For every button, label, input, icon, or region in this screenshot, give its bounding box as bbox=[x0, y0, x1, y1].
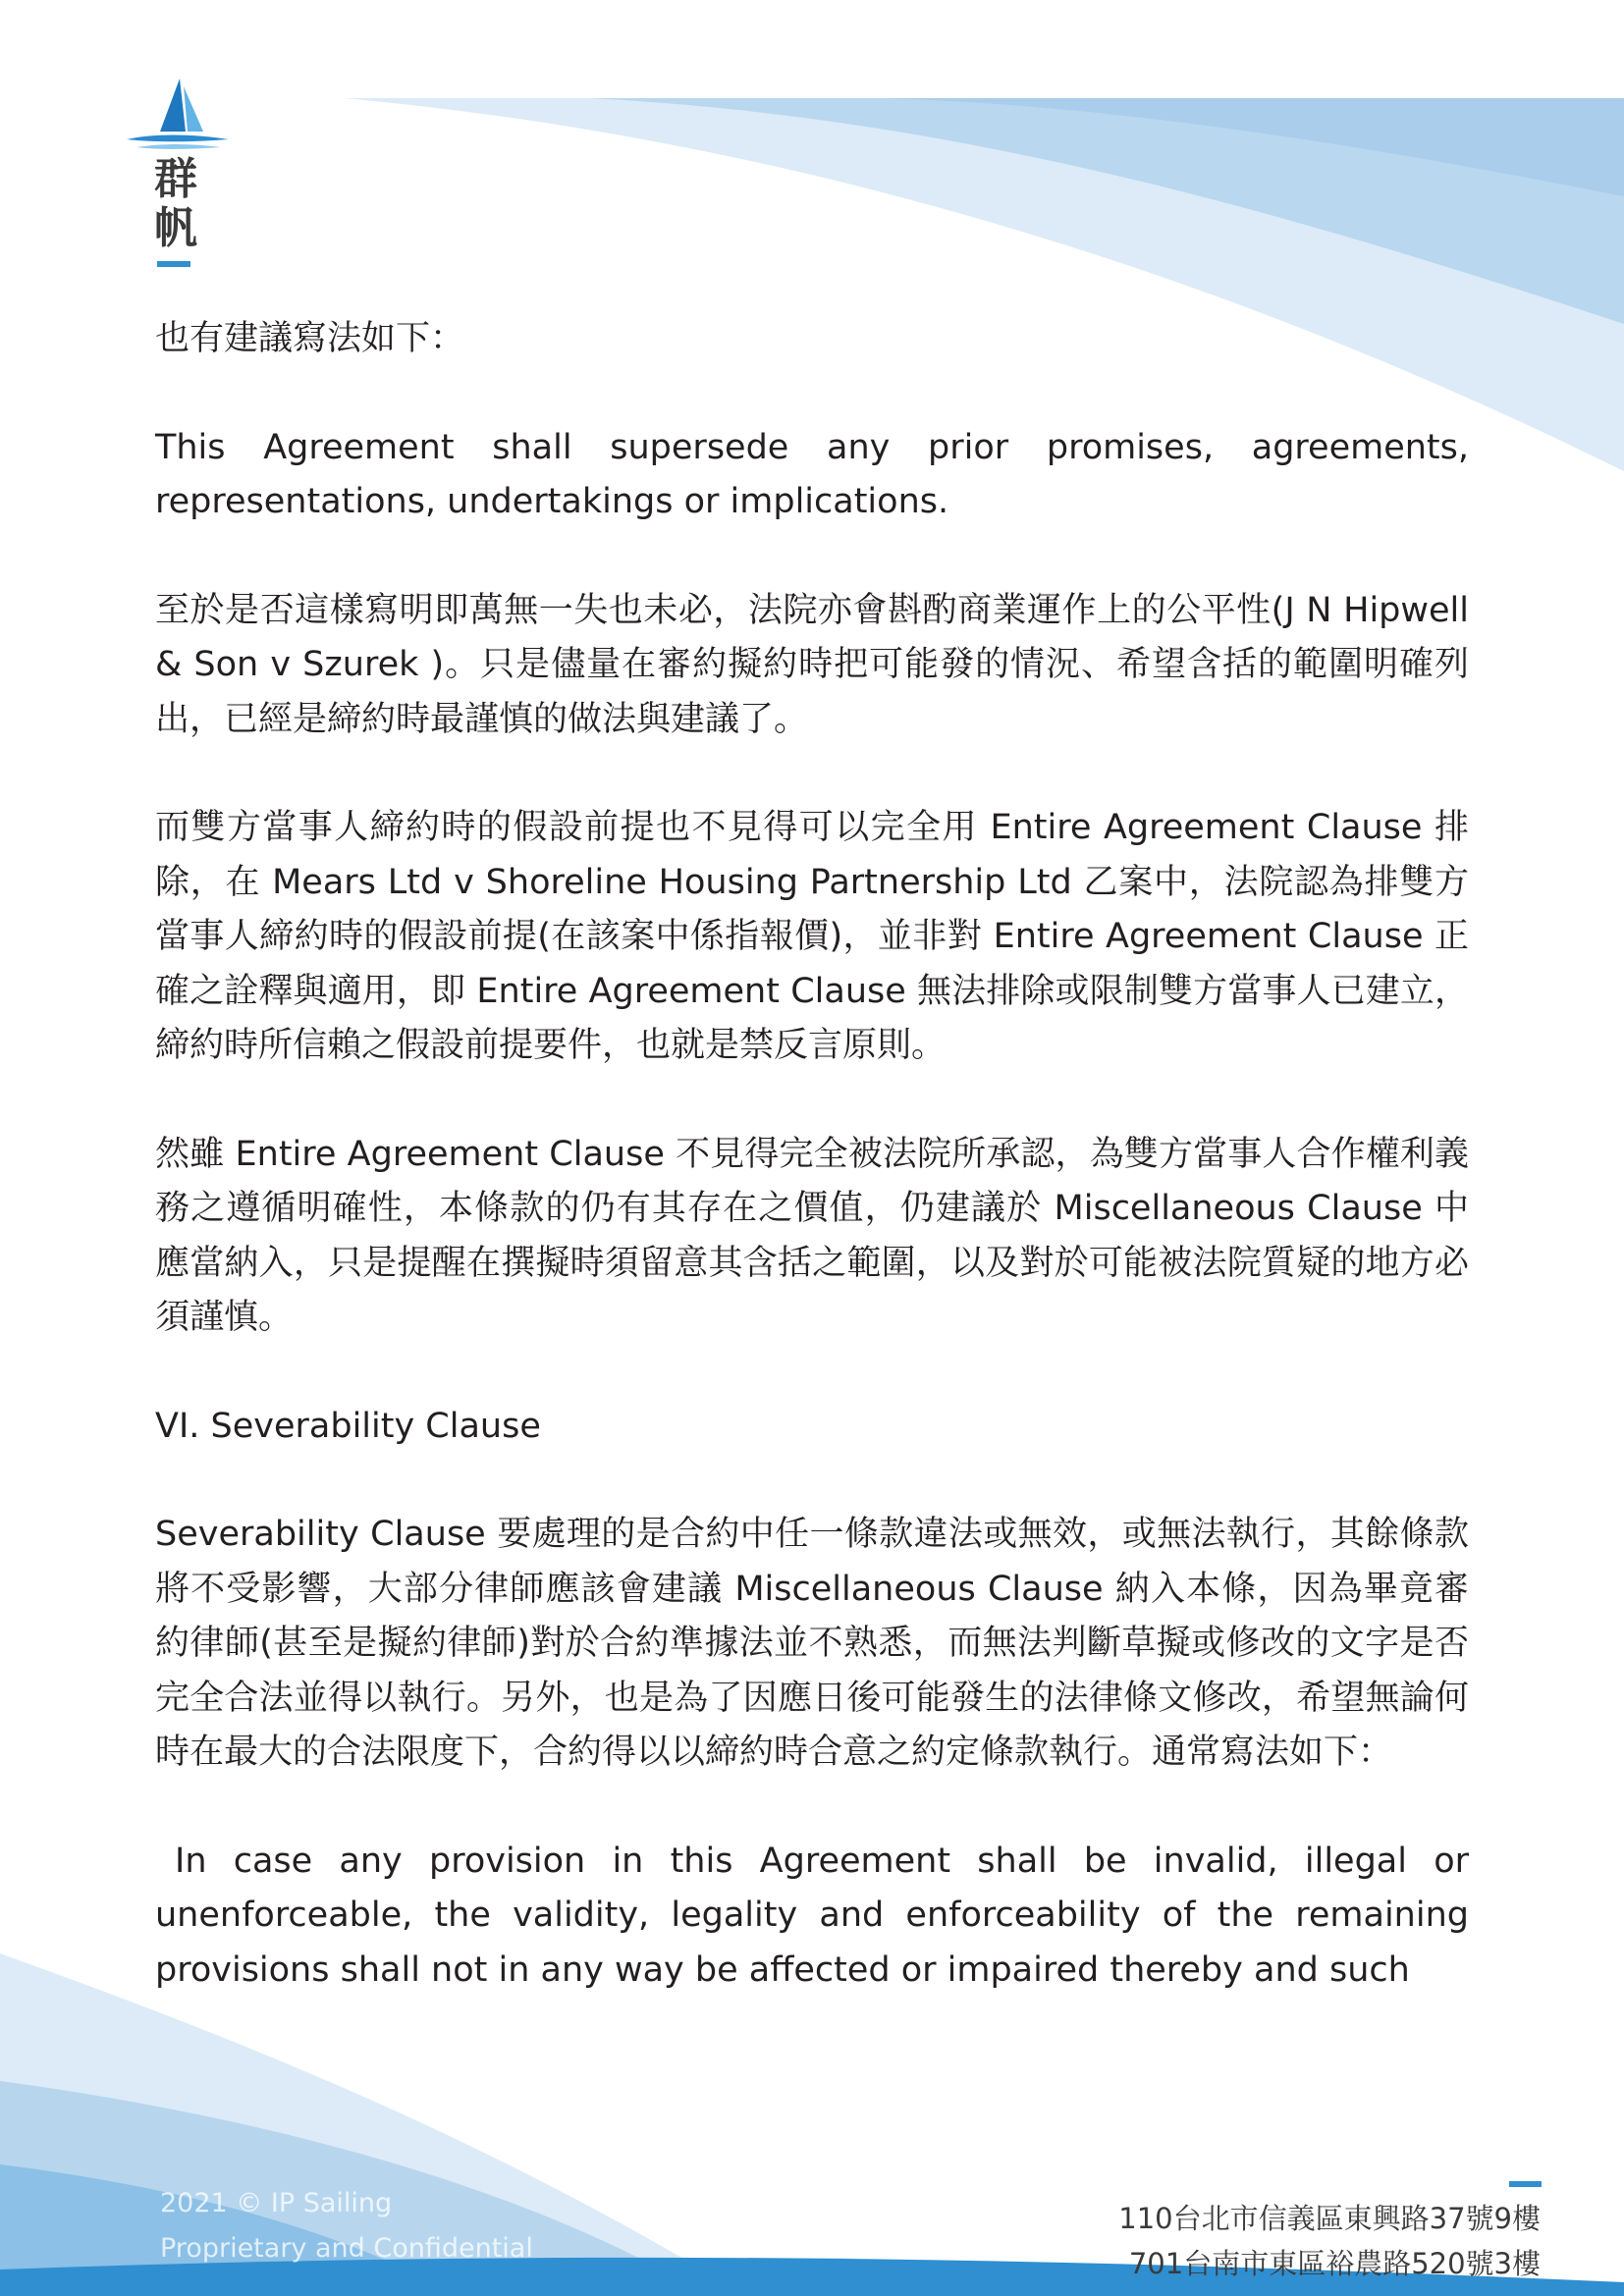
sailboat-icon bbox=[123, 71, 231, 155]
document-body bbox=[155, 312, 1469, 1998]
footer-copyright: 2021 © IP Sailing bbox=[160, 2188, 393, 2218]
paragraph-severability: Severability Clause 要處理的是合約中任一條款違法或無效，或無法執行，其餘條款將不受影響，大部分律師應該會建議 Miscellaneous Clause 納入本條，因為畢竟審約律師(甚至是擬約律師)對於合約準據法並不熟悉，而無法判斷草擬或修改的文字是否完全合法並得以執行。另外，也是為了因應日後可能發生的法律條文修改，希望無論何時在最大的合法限度下，合約得以以締約時合意之約定條款執行。通常寫法如下： bbox=[155, 1515, 1469, 1772]
footer-address-tainan: 701台南市東區裕農路520號3樓 bbox=[1128, 2247, 1541, 2280]
paragraph-clause-example: This Agreement shall supersede any prior promises, agreements, representations, undertakings or implications. bbox=[155, 427, 1469, 521]
paragraph-court-fairness: 至於是否這樣寫明即萬無一失也未必，法院亦會斟酌商業運作上的公平性(J N Hipwell & Son v Szurek )。只是儘量在審約擬約時把可能發的情況、希望含括的範圍明確列出，已經是締約時最謹慎的做法與建議了。 bbox=[155, 590, 1469, 739]
footer-address-block bbox=[1118, 2196, 1541, 2286]
footer-confidential: Proprietary and Confidential bbox=[160, 2233, 533, 2264]
company-logo bbox=[123, 71, 231, 267]
footer-address-taipei: 110台北市信義區東興路37號9樓 bbox=[1118, 2202, 1541, 2235]
paragraph-assumption-premise: 而雙方當事人締約時的假設前提也不見得可以完全用 Entire Agreement Clause 排除，在 Mears Ltd v Shoreline Housing Partnership Ltd 乙案中，法院認為排雙方當事人締約時的假設前提(在該案中係指報價)，並非對 Entire Agreement Clause 正確之詮釋與適用，即 Entire Agreement Clause 無法排除或限制雙方當事人已建立，締約時所信賴之假設前提要件，也就是禁反言原則。 bbox=[155, 808, 1469, 1065]
paragraph-intro: 也有建議寫法如下： bbox=[155, 319, 465, 358]
paragraph-recommendation: 然雖 Entire Agreement Clause 不見得完全被法院所承認，為雙方當事人合作權利義務之遵循明確性，本條款的仍有其存在之價值，仍建議於 Miscellaneous Clause 中應當納入，只是提醒在撰擬時須留意其含括之範圍，以及對於可能被法院質疑的地方必須謹慎。 bbox=[155, 1134, 1469, 1337]
logo-char-1: 群 bbox=[154, 154, 197, 204]
footer-accent-dash bbox=[1509, 2181, 1542, 2187]
paragraph-severability-example: In case any provision in this Agreement shall be invalid, illegal or unenforceable, the validity, legality and enforceability of the remaining provisions shall not in any way be affected or impaired thereby and such bbox=[155, 1841, 1469, 1990]
logo-underline bbox=[157, 261, 190, 267]
section-heading-severability: VI. Severability Clause bbox=[155, 1406, 541, 1446]
footer-copyright-block bbox=[160, 2181, 533, 2271]
logo-char-2: 帆 bbox=[154, 203, 197, 253]
